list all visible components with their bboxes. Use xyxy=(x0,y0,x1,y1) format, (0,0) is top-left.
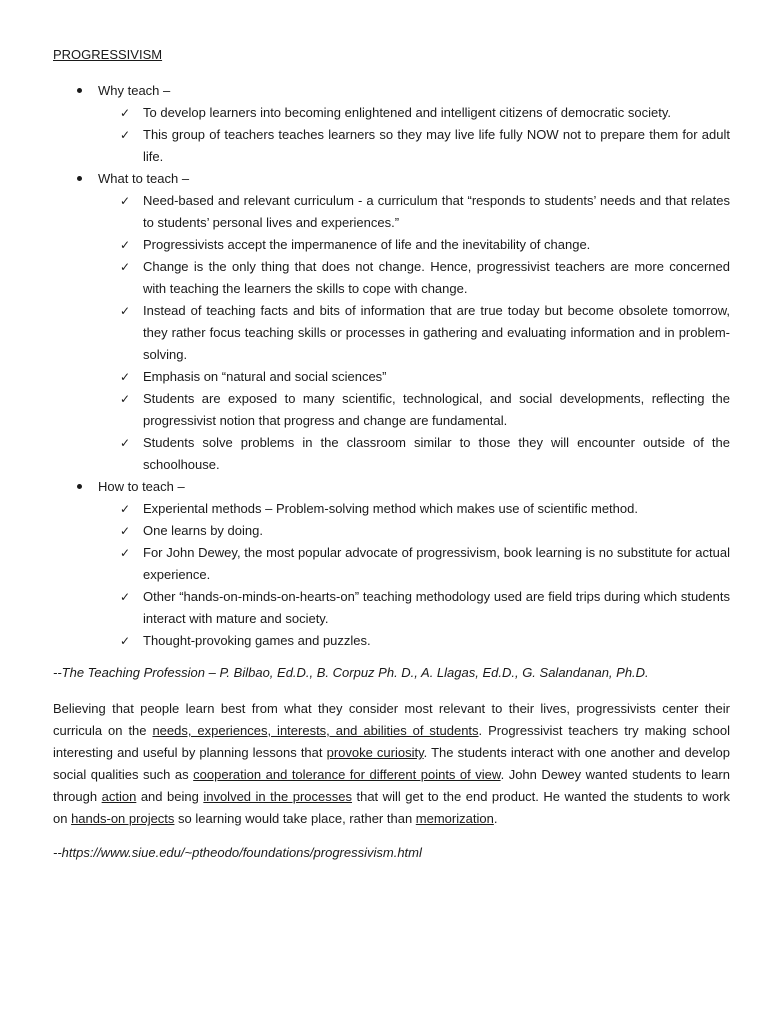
paragraph-text: that will get to the end product. He wanted the students to work on xyxy=(53,789,730,826)
list-item-text: Instead of teaching facts and bits of information that are true today but become obsolete tomorrow, they rather focus teaching skills or processes in gathering and evaluating information and in problem-solving. xyxy=(143,303,730,362)
section-what-to-teach xyxy=(53,168,730,476)
list-item-text: Change is the only thing that does not change. Hence, progressivist teachers are more concerned with teaching the learners the skills to cope with change. xyxy=(143,259,730,296)
list-item xyxy=(98,432,730,476)
list-item xyxy=(98,498,730,520)
section-why-teach xyxy=(53,80,730,168)
bullet-icon xyxy=(77,176,82,181)
list-item xyxy=(98,388,730,432)
underlined-phrase: provoke curiosity xyxy=(326,745,424,760)
list-item-text: Emphasis on “natural and social sciences” xyxy=(143,369,387,384)
paragraph-text: . Progressivist teachers try making school interesting and useful by planning lessons that xyxy=(53,723,730,760)
checkmark-icon: ✓ xyxy=(120,392,131,406)
list-item-text: Other “hands-on-minds-on-hearts-on” teaching methodology used are field trips during which students interact with mature and society. xyxy=(143,589,730,626)
item-list xyxy=(98,190,730,476)
checkmark-icon: ✓ xyxy=(120,370,131,384)
list-item-text: Experiental methods – Problem-solving method which makes use of scientific method. xyxy=(143,501,638,516)
list-item xyxy=(98,234,730,256)
list-item-text: This group of teachers teaches learners so they may live life fully NOW not to prepare them for adult life. xyxy=(143,127,730,164)
list-item-text: Progressivists accept the impermanence of life and the inevitability of change. xyxy=(143,237,591,252)
list-item-text: Students are exposed to many scientific, technological, and social developments, reflecting the progressivist notion that progress and change are fundamental. xyxy=(143,391,730,428)
checkmark-icon: ✓ xyxy=(120,502,131,516)
list-item-text: One learns by doing. xyxy=(143,523,263,538)
checkmark-icon: ✓ xyxy=(120,546,131,560)
section-heading-text: What to teach – xyxy=(98,171,190,186)
paragraph-text: so learning would take place, rather than xyxy=(174,811,416,826)
underlined-phrase: hands-on projects xyxy=(71,811,175,826)
list-item xyxy=(98,520,730,542)
checkmark-icon: ✓ xyxy=(120,590,131,604)
list-item-text: Thought-provoking games and puzzles. xyxy=(143,633,371,648)
citation-url: --https://www.siue.edu/~ptheodo/foundations/progressivism.html xyxy=(53,845,422,860)
bullet-icon xyxy=(77,484,82,489)
underlined-phrase: cooperation and tolerance for different points of view xyxy=(193,767,501,782)
checkmark-icon: ✓ xyxy=(120,128,131,142)
item-list xyxy=(98,102,730,168)
section-list xyxy=(53,80,730,652)
list-item xyxy=(98,542,730,586)
underlined-phrase: involved in the processes xyxy=(203,789,352,804)
checkmark-icon: ✓ xyxy=(120,634,131,648)
section-how-to-teach xyxy=(53,476,730,652)
list-item xyxy=(98,300,730,366)
checkmark-icon: ✓ xyxy=(120,194,131,208)
underlined-phrase: action xyxy=(101,789,137,804)
checkmark-icon: ✓ xyxy=(120,524,131,538)
item-list xyxy=(98,498,730,652)
paragraph-text: and being xyxy=(136,789,204,804)
bullet-icon xyxy=(77,88,82,93)
checkmark-icon: ✓ xyxy=(120,238,131,252)
list-item-text: Students solve problems in the classroom similar to those they will encounter outside of the schoolhouse. xyxy=(143,435,730,472)
list-item xyxy=(98,256,730,300)
section-heading-text: How to teach – xyxy=(98,479,185,494)
list-item-text: To develop learners into becoming enlightened and intelligent citizens of democratic society. xyxy=(143,105,672,120)
checkmark-icon: ✓ xyxy=(120,304,131,318)
section-heading xyxy=(98,168,730,190)
list-item xyxy=(98,630,730,652)
underlined-phrase: memorization xyxy=(415,811,494,826)
section-heading xyxy=(98,80,730,102)
document-page xyxy=(53,44,730,864)
paragraph-text: . xyxy=(493,811,498,826)
section-heading xyxy=(98,476,730,498)
list-item-text: For John Dewey, the most popular advocate of progressivism, book learning is no substitute for actual experience. xyxy=(143,545,730,582)
underlined-phrase: needs, experiences, interests, and abilities of students xyxy=(152,723,479,738)
list-item xyxy=(98,102,730,124)
list-item xyxy=(98,586,730,630)
list-item xyxy=(98,190,730,234)
section-heading-text: Why teach – xyxy=(98,83,171,98)
page-title: PROGRESSIVISM xyxy=(53,47,163,62)
citation-book: --The Teaching Profession – P. Bilbao, Ed.D., B. Corpuz Ph. D., A. Llagas, Ed.D., G. Salandanan, Ph.D. xyxy=(53,665,649,680)
body-paragraph xyxy=(53,698,730,830)
list-item xyxy=(98,124,730,168)
list-item xyxy=(98,366,730,388)
checkmark-icon: ✓ xyxy=(120,106,131,120)
paragraph-text: . John Dewey wanted students to learn through xyxy=(53,767,730,804)
list-item-text: Need-based and relevant curriculum - a curriculum that “responds to students’ needs and that relates to students’ personal lives and experiences.” xyxy=(143,193,730,230)
checkmark-icon: ✓ xyxy=(120,260,131,274)
paragraph-text: . The students interact with one another and develop social qualities such as xyxy=(53,745,730,782)
checkmark-icon: ✓ xyxy=(120,436,131,450)
paragraph-text: Believing that people learn best from what they consider most relevant to their lives, progressivists center their curricula on the xyxy=(53,701,730,738)
